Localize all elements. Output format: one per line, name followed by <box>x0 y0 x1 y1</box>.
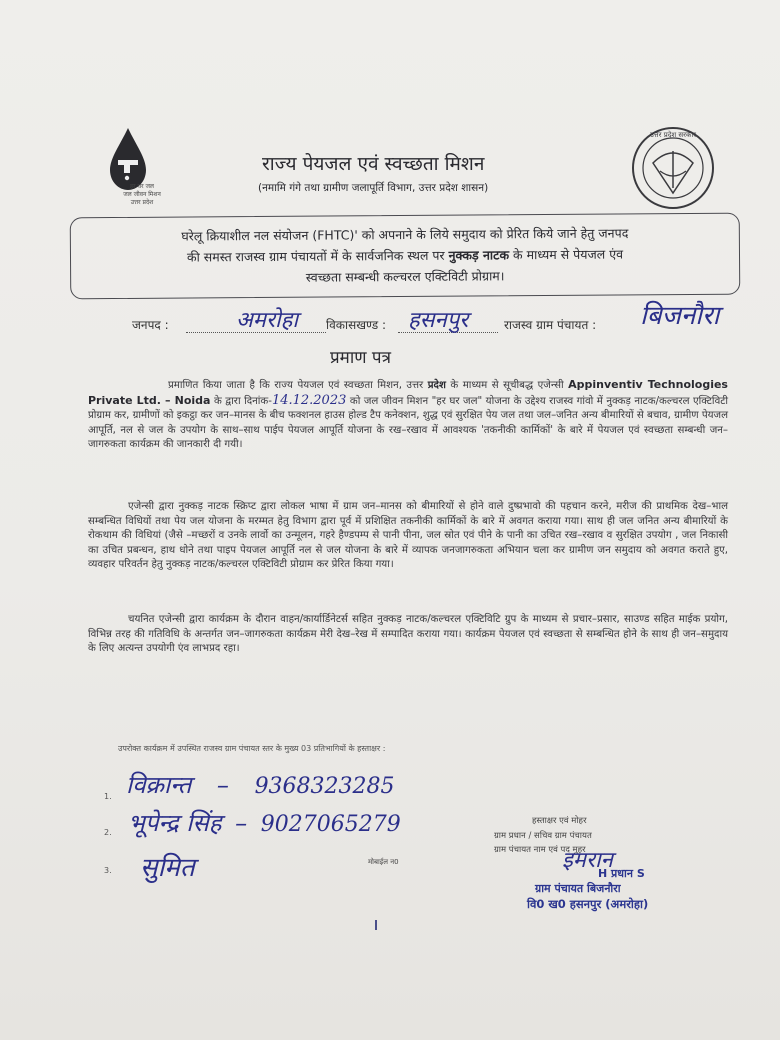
certificate-title: प्रमाण पत्र <box>330 348 391 368</box>
signature-phone: 9027065279 <box>260 812 401 837</box>
ink-mark <box>370 918 382 932</box>
sig-number: 3. <box>104 866 112 875</box>
program-line-2-pre: की समस्त राजस्व ग्राम पंचायतों में के सार्वजनिक स्थल पर <box>186 247 449 265</box>
authority-label-3: ग्राम पंचायत नाम एवं पद मुहर <box>494 845 586 855</box>
up-government-seal <box>628 123 718 213</box>
company-name: Appinventiv Technologies Private Ltd. – Noida <box>88 378 728 407</box>
signature-2: भूपेन्द्र सिंह – 9027065279 <box>128 809 401 837</box>
signature-name: विक्रान्त <box>126 771 192 799</box>
program-line-3: स्वच्छता सम्बन्धी कल्चरल एक्टिविटी प्रोग्राम। <box>305 268 505 285</box>
program-line-2-post: के माध्यम से पेयजल एंव <box>508 246 624 263</box>
stamp-line-1: H प्रधान S <box>598 867 645 880</box>
signature-1: विक्रान्त – 9368323285 <box>126 771 395 799</box>
sig-number: 2. <box>104 828 112 837</box>
program-description <box>80 222 730 290</box>
block-value: हसनपुर <box>408 308 469 333</box>
authority-label-2: ग्राम प्रधान / सचिव ग्राम पंचायत <box>494 831 592 841</box>
paragraph-2: एजेन्सी द्वारा नुक्कड़ नाटक स्क्रिप्ट द्वारा लोकल भाषा में ग्राम जन–मानस को बीमारियों से होने वाले दुष्प्रभावो की पहचान करने, मरीज की प्राथमिक देख–भाल सम्बन्धित विधियों तथा पेय जल योजना के मरम्मत हेतु विभाग द्वारा पूर्व में प्रशिक्षित तकनीकी कार्मिकों के बारे में अवगत कराया गया। साथ ही जल जनित अन्य बीमारियों के रोकथाम की विधियां (जैसे –मच्छरों व उनके लार्वो का उन्मूलन, गहरे हैण्डपम्प से पानी पीना, जल स्रोत एवं पीने के पानी का उचित रख–रखाव व सुरक्षित उपयोग , जल निकासी का उचित प्रबन्धन, हाथ धोने तथा पाइप पेयजल आपूर्ति नल से जल योजना के बारे में व्यापक जनजागरुकता अभियान चला कर ग्रामीण जन समुदाय को अवगत कराते हुए, व्यवहार परिवर्तन हेतु नुक्कड़ नाटक/कल्चरल एक्टिविटी प्रोग्राम कर प्रेरित किया गया। <box>88 501 728 571</box>
panchayat-value: बिजनौरा <box>640 301 720 331</box>
p1-c: के द्वारा दिनांक- <box>210 395 272 407</box>
stamp-line-3: वि0 ख0 हसनपुर (अमरोहा) <box>527 897 649 911</box>
page-title: राज्य पेयजल एवं स्वच्छता मिशन <box>262 153 485 175</box>
p1-a: प्रमाणित किया जाता है कि राज्य पेयजल एवं स्वच्छता मिशन, उत्तर <box>168 380 428 391</box>
page-subtitle: (नमामि गंगे तथा ग्रामीण जलापूर्ति विभाग, उत्तर प्रदेश शासन) <box>258 182 489 194</box>
panchayat-label: राजस्व ग्राम पंचायत : <box>504 318 597 332</box>
left-logo-text <box>102 183 182 207</box>
signature-3 <box>140 848 195 884</box>
pradhan-signature: इमरान <box>562 848 613 873</box>
sig-number: 1. <box>104 792 112 801</box>
stamp-line-2: ग्राम पंचायत बिजनौरा <box>535 882 621 895</box>
logo-line: हर घर जल <box>130 183 154 190</box>
signatures-intro: उपरोक्त कार्यक्रम में उपस्थित राजस्व ग्राम पंचायत स्तर के मुख्य 03 प्रतिभागियों के हस्ताक्षर : <box>118 744 386 753</box>
janpad-value: अमरोहा <box>236 308 299 333</box>
authority-label-1: हस्ताक्षर एवं मोहर <box>532 816 587 826</box>
seal-text: उत्तर प्रदेश सरकार <box>649 131 697 139</box>
signature-phone: 9368323285 <box>254 774 395 799</box>
logo-line: उत्तर प्रदेश <box>130 199 154 206</box>
p1-b: के माध्यम से सूचीबद्ध एजेन्सी <box>445 380 564 391</box>
logo-line: जल जीवन मिशन <box>123 191 161 198</box>
block-label: विकासखण्ड : <box>326 318 387 332</box>
paragraph-1 <box>88 378 728 453</box>
signature-name: भूपेन्द्र सिंह <box>128 809 222 837</box>
paragraph-3: चयनित एजेन्सी द्वारा कार्यक्रम के दौरान वाहन/कार्यार्डिनेटर्स सहित नुक्कड़ नाटक/कल्चरल एक्टिविटि ग्रुप के माध्यम से प्रचार–प्रसार, साउण्ड सहित माईक प्रयोग, विभिन्न तरह की गतिविधि के अन्तर्गत जन–जागरुकता कार्यक्रम मेरी देख–रेख में सम्पादित कराया गया। कार्यक्रम पेयजल एवं स्वच्छता से सम्बन्धित होने के साथ ही जन–समुदाय के लिए अत्यन्त उपयोगी एंव लाभप्रद रहा। <box>88 614 728 655</box>
signature-name: सुमित <box>140 853 195 883</box>
janpad-label: जनपद : <box>132 318 169 332</box>
mobile-label: मोबाईल न0 <box>368 858 399 866</box>
p1-bold: प्रदेश <box>427 380 446 391</box>
program-date: 14.12.2023 <box>271 392 347 408</box>
jal-jeevan-mission-logo <box>100 120 180 225</box>
program-line-1: घरेलू क्रियाशील नल संयोजन (FHTC)' को अपनाने के लिये समुदाय को प्रेरित किये जाने हेतु जनपद <box>181 225 629 244</box>
location-row <box>0 301 780 342</box>
p1-d: को जल जीवन मिशन "हर घर जल" योजना के उद्देश्य राजस्व गांवो में नुक्कड़ नाटक/कल्चरल एक्टिविटी प्रोग्राम कर, ग्रामीणों को इकट्ठा कर जन–मानस के बीच फक्शनल हाउस होल्ड टैप कनेक्शन, शुद्ध एवं सुरक्षित पेय जल तथा जल–जनित अन्य बीमारियों से बचाव, ग्रामीण पेयजल आपूर्ति, नल से जल के उपयोग के साथ–साथ पाईप पेयजल आपूर्ति योजना के रख–रखाव में आवश्यक 'तकनीकी कार्मिकों' के बारे में पेयजल एवं स्वच्छता सम्बन्धी जन–जागरुकता कार्यक्रम की जानकारी दी गयी। <box>88 395 729 451</box>
program-line-2-bold: नुक्कड़ नाटक <box>448 247 510 263</box>
